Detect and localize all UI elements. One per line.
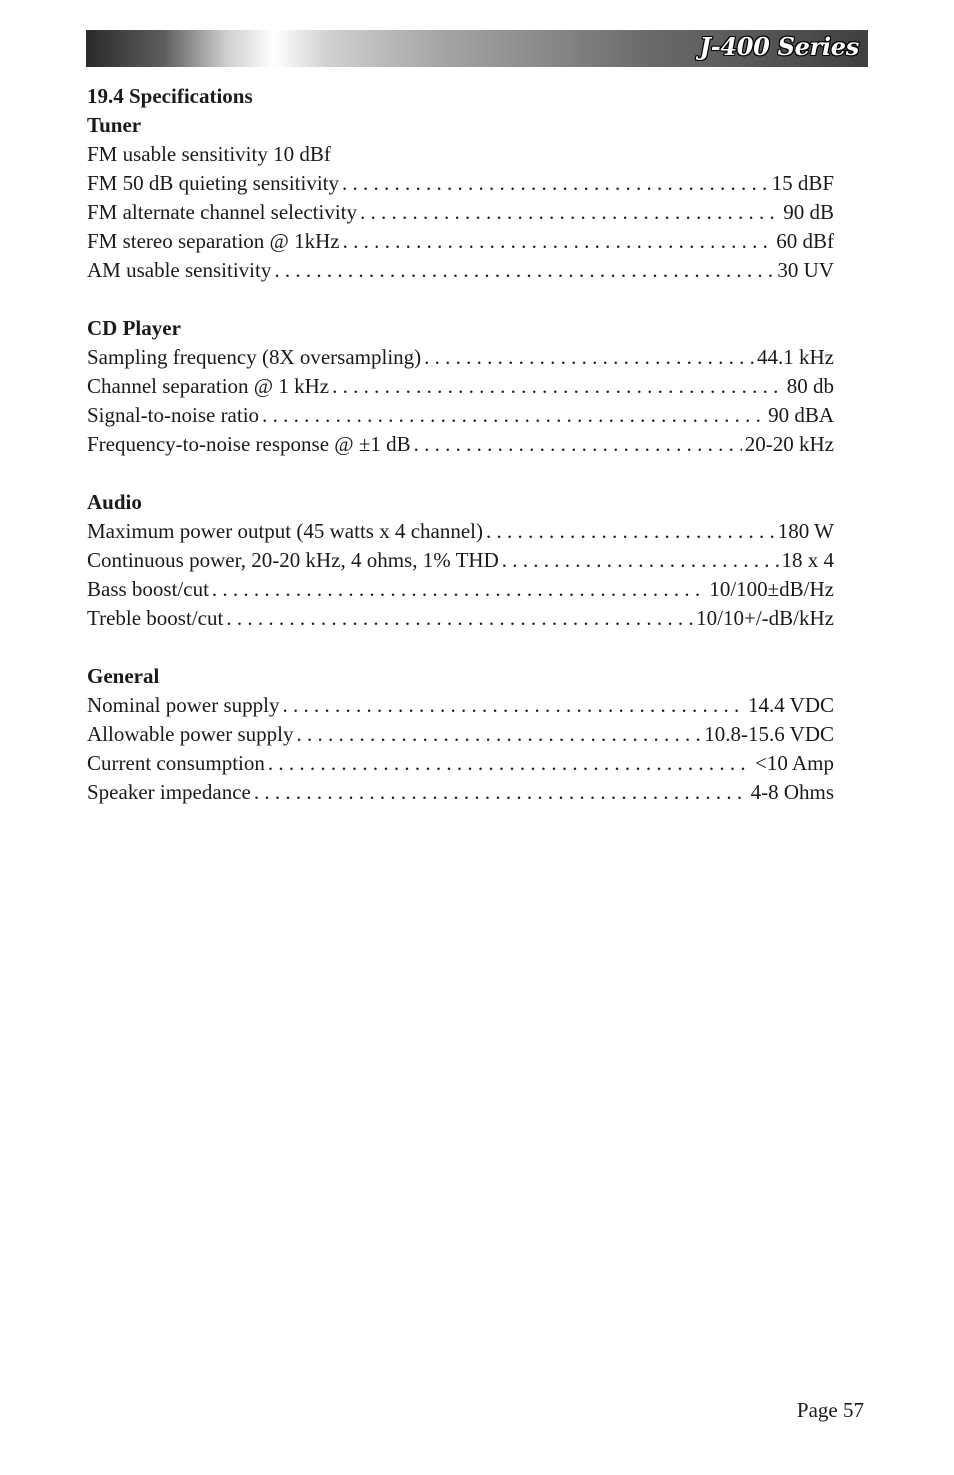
dot-leader (414, 430, 742, 459)
dot-leader (502, 546, 779, 575)
spec-row (87, 720, 834, 749)
spec-label: AM usable sensitivity (87, 258, 272, 282)
spec-label: FM stereo separation @ 1kHz (87, 229, 340, 253)
spec-row (87, 169, 834, 198)
spec-group-general (87, 662, 834, 807)
dot-leader (332, 372, 784, 401)
spec-group-tuner (87, 111, 834, 285)
spec-value: 20-20 kHz (744, 432, 834, 456)
group-heading: Tuner (87, 113, 142, 137)
spec-value: 44.1 kHz (757, 345, 834, 369)
dot-leader (424, 343, 754, 372)
dot-leader (226, 604, 693, 633)
spec-value: 10/10+/-dB/kHz (696, 606, 834, 630)
series-title: J-400 Series (699, 32, 859, 61)
dot-leader (486, 517, 775, 546)
spec-label: Speaker impedance (87, 780, 251, 804)
spec-label: Current consumption (87, 751, 265, 775)
dot-leader (342, 169, 769, 198)
group-heading: CD Player (87, 316, 181, 340)
spec-label: FM alternate channel selectivity (87, 200, 357, 224)
spec-value: 60 dBf (776, 229, 834, 253)
section-title: 19.4 Specifications (87, 84, 253, 108)
spec-label: FM 50 dB quieting sensitivity (87, 171, 340, 195)
spec-row (87, 546, 834, 575)
spec-label: Signal-to-noise ratio (87, 403, 260, 427)
spec-label: Continuous power, 20-20 kHz, 4 ohms, 1% THD (87, 548, 499, 572)
spec-label: Allowable power supply (87, 722, 294, 746)
spec-row (87, 140, 834, 169)
dot-leader (274, 256, 774, 285)
spec-value: 10/100±dB/Hz (709, 577, 834, 601)
spec-row (87, 749, 834, 778)
specifications-content (87, 82, 834, 836)
spec-value: 80 db (786, 374, 834, 398)
spec-label: Sampling frequency (8X oversampling) (87, 345, 422, 369)
spec-label: Channel separation @ 1 kHz (87, 374, 330, 398)
spec-value: 90 dB (783, 200, 834, 224)
spec-row (87, 227, 834, 256)
dot-leader (268, 749, 752, 778)
spec-row (87, 778, 834, 807)
spec-row (87, 256, 834, 285)
spec-group-audio (87, 488, 834, 633)
spec-group-cd-player (87, 314, 834, 459)
group-heading: Audio (87, 490, 142, 514)
spec-value: 15 dBF (771, 171, 834, 195)
spec-row (87, 401, 834, 430)
dot-leader (262, 401, 765, 430)
spec-label: Maximum power output (45 watts x 4 channel) (87, 519, 484, 543)
dot-leader (296, 720, 701, 749)
dot-leader (343, 227, 774, 256)
spec-row (87, 691, 834, 720)
spec-value: 30 UV (777, 258, 834, 282)
spec-value: 4-8 Ohms (750, 780, 834, 804)
spec-label: Frequency-to-noise response @ ±1 dB (87, 432, 411, 456)
spec-row (87, 430, 834, 459)
spec-row (87, 517, 834, 546)
dot-leader (254, 778, 748, 807)
dot-leader (282, 691, 745, 720)
spec-label: Treble boost/cut (87, 606, 224, 630)
spec-value: 90 dBA (768, 403, 834, 427)
dot-leader (360, 198, 780, 227)
spec-value: 18 x 4 (781, 548, 834, 572)
spec-row (87, 198, 834, 227)
spec-label: Nominal power supply (87, 693, 280, 717)
spec-row (87, 343, 834, 372)
spec-row (87, 575, 834, 604)
spec-label: FM usable sensitivity 10 dBf (87, 142, 331, 166)
dot-leader (212, 575, 706, 604)
spec-value: 14.4 VDC (748, 693, 834, 717)
page-number: Page 57 (796, 1398, 864, 1422)
group-heading: General (87, 664, 160, 688)
spec-value: <10 Amp (755, 751, 834, 775)
spec-row (87, 604, 834, 633)
spec-value: 10.8-15.6 VDC (704, 722, 834, 746)
spec-value: 180 W (777, 519, 834, 543)
spec-label: Bass boost/cut (87, 577, 209, 601)
header-banner (86, 30, 868, 67)
spec-row (87, 372, 834, 401)
